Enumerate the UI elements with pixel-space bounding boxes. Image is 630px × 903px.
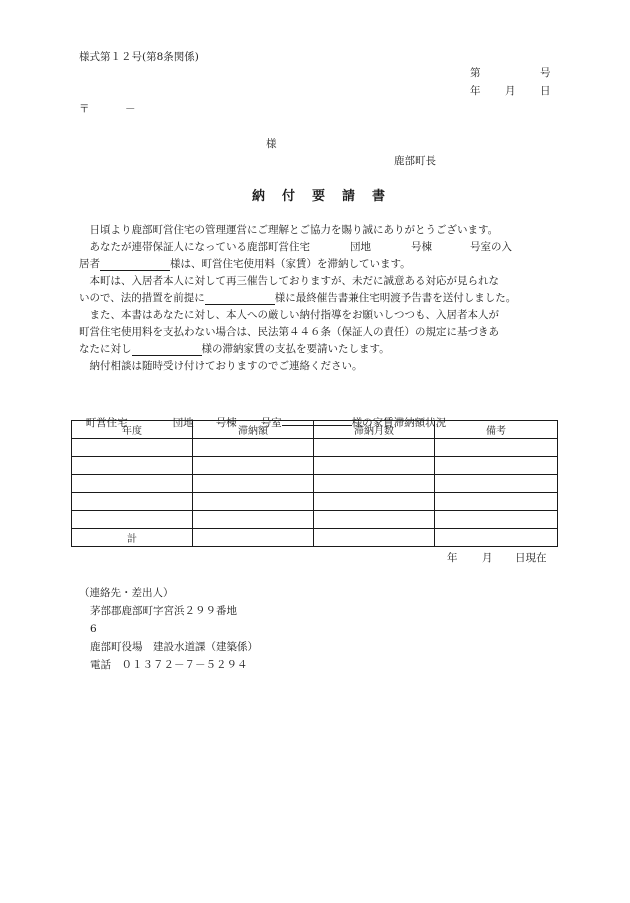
gouto-label: 号棟	[411, 241, 432, 253]
document-title: 納 付 要 請 書	[252, 189, 388, 204]
tenant-name-blank-2	[132, 343, 202, 356]
total-remarks	[435, 529, 558, 547]
caption-gouto: 号棟	[215, 416, 237, 429]
notice-text-1: 本町は、入居者本人に対して再三催告しておりますが、未だに誠意ある対応が見られな	[89, 275, 499, 287]
danchi-label: 団地	[350, 241, 371, 253]
paragraph-request-line2	[79, 324, 557, 341]
table-cell	[72, 511, 193, 529]
notice-text-2a: いので、法的措置を前提に	[79, 292, 205, 304]
arrears-text: 様は、町営住宅使用料（家賃）を滞納しています。	[170, 258, 411, 270]
body-text	[79, 222, 557, 375]
table-cell	[435, 511, 558, 529]
table-row	[72, 457, 558, 475]
table-total-row	[72, 529, 558, 547]
caption-housing: 町営住宅	[85, 416, 128, 429]
header-arrears-months: 滞納月数	[314, 421, 435, 439]
table-cell	[314, 475, 435, 493]
postal-dash: －	[125, 103, 136, 115]
notice-text-2b: 様に最終催告書兼住宅明渡予告書を送付しました。	[274, 292, 517, 304]
arrears-table	[71, 420, 558, 547]
as-of-month: 月	[482, 552, 493, 564]
tenant-name-blank	[205, 292, 275, 305]
table-cell	[314, 457, 435, 475]
consultation-text: 納付相談は随時受け付けておりますのでご連絡ください。	[89, 360, 363, 372]
table-cell	[72, 457, 193, 475]
form-number-label: 様式第１２号(第8条関係)	[79, 51, 199, 63]
date-day: 日	[540, 85, 551, 97]
addressee-suffix: 様	[266, 138, 277, 150]
table-cell	[435, 457, 558, 475]
paragraph-greeting	[79, 222, 557, 239]
table-row	[72, 475, 558, 493]
request-text-2: 町営住宅使用料を支払わない場合は、民法第４４６条（保証人の責任）の規定に基づきあ	[79, 326, 499, 338]
document-number-prefix: 第	[470, 67, 481, 79]
table-cell	[193, 457, 314, 475]
paragraph-guarantor-line2	[79, 256, 557, 273]
table-cell	[193, 475, 314, 493]
sender-name: 鹿部町長	[394, 155, 436, 167]
table-cell	[72, 475, 193, 493]
resident-label: 居者	[79, 258, 100, 270]
request-text-3a: なたに対し	[79, 343, 132, 355]
total-months	[314, 529, 435, 547]
table-cell	[193, 439, 314, 457]
postal-mark: 〒	[79, 103, 90, 115]
guarantor-text: あなたが連帯保証人になっている鹿部町営住宅	[89, 241, 310, 253]
contact-phone: 電話 ０１３７２－７－５２９４	[90, 659, 248, 671]
table-cell	[193, 493, 314, 511]
header-fiscal-year: 年度	[72, 421, 193, 439]
as-of-year: 年	[447, 552, 458, 564]
request-text-1: また、本書はあなたに対し、本人への厳しい納付指導をお願いしつつも、入居者本人が	[89, 309, 499, 321]
date-year: 年	[470, 85, 481, 97]
table-row	[72, 493, 558, 511]
table-header-row	[72, 421, 558, 439]
goushitsu-label: 号室の入	[470, 241, 512, 253]
caption-status: 様の家賃滞納額状況	[351, 416, 447, 429]
contact-postal-suffix: 6	[90, 623, 97, 635]
paragraph-request-line1	[79, 307, 557, 324]
greeting-text: 日頃より鹿部町営住宅の管理運営にご理解とご協力を賜り誠にありがとうございます。	[89, 224, 499, 236]
table-cell	[72, 493, 193, 511]
document-number-suffix: 号	[540, 67, 551, 79]
total-label: 計	[72, 529, 193, 547]
table-cell	[314, 439, 435, 457]
table-cell	[314, 493, 435, 511]
paragraph-guarantor-line1	[79, 239, 557, 256]
contact-address: 茅部郡鹿部町字宮浜２９９番地	[90, 605, 237, 617]
table-cell	[193, 511, 314, 529]
caption-danchi: 団地	[172, 416, 194, 429]
total-amount	[193, 529, 314, 547]
contact-office: 鹿部町役場 建設水道課（建築係）	[90, 641, 258, 653]
table-cell	[435, 475, 558, 493]
header-remarks: 備考	[435, 421, 558, 439]
caption-goushitsu: 号室	[260, 416, 282, 429]
header-arrears-amount: 滞納額	[193, 421, 314, 439]
table-row	[72, 511, 558, 529]
contact-heading: （連絡先・差出人）	[79, 587, 174, 599]
table-cell	[435, 493, 558, 511]
resident-name-blank	[100, 258, 170, 271]
paragraph-consultation	[79, 358, 557, 375]
table-cell	[314, 511, 435, 529]
paragraph-notice-line1	[79, 273, 557, 290]
paragraph-notice-line2	[79, 290, 557, 307]
request-text-3b: 様の滞納家賃の支払を要請いたします。	[201, 343, 390, 355]
table-cell	[435, 439, 558, 457]
paragraph-request-line3	[79, 341, 557, 358]
table-cell	[72, 439, 193, 457]
as-of-day: 日現在	[515, 552, 547, 564]
date-month: 月	[505, 85, 516, 97]
table-row	[72, 439, 558, 457]
